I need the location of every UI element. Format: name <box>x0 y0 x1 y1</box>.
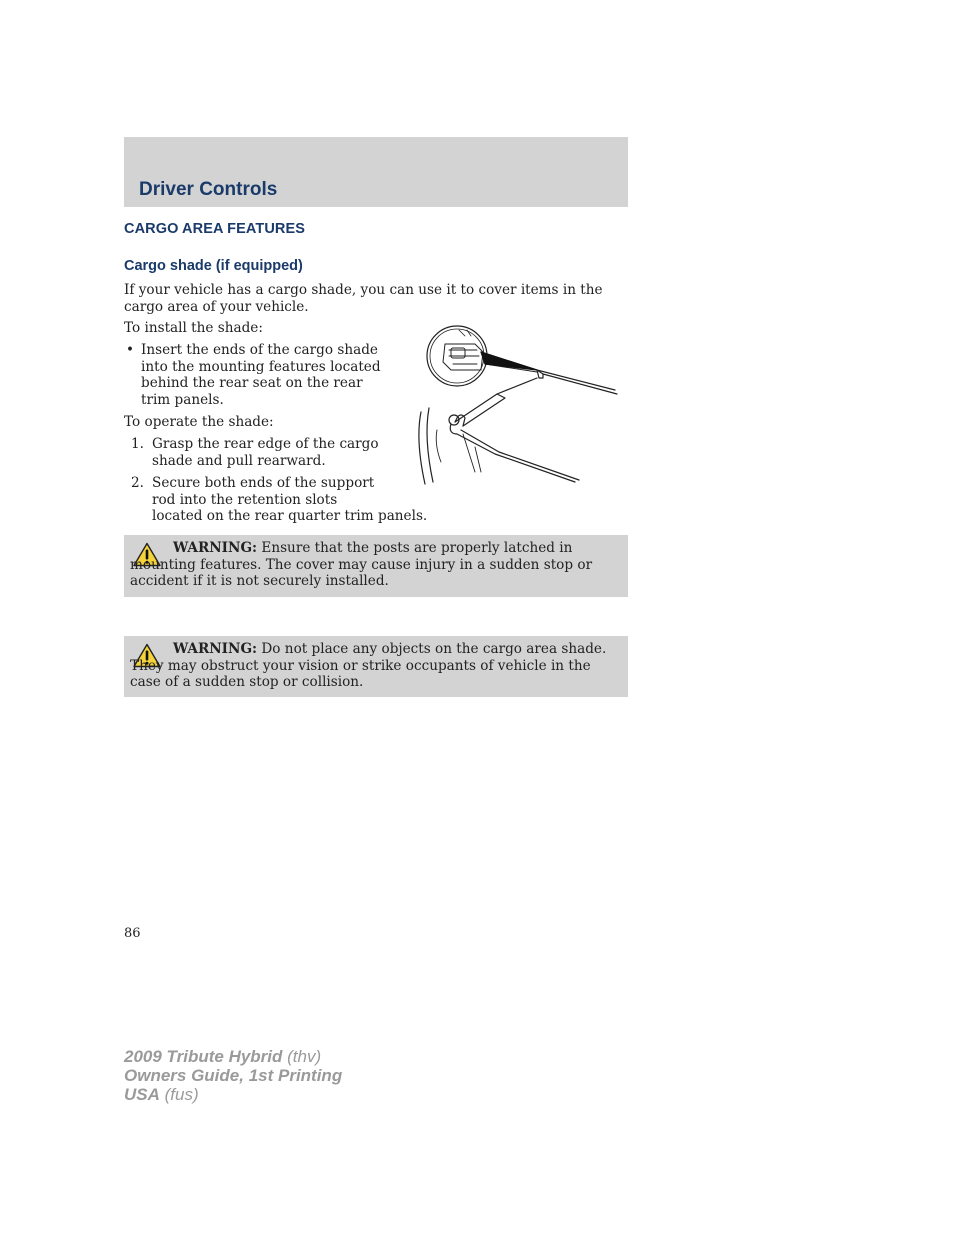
step-text-line: shade and pull rearward. <box>152 452 326 469</box>
operate-label: To operate the shade: <box>124 414 274 430</box>
install-label: To install the shade: <box>124 320 263 336</box>
step-text <box>152 475 427 525</box>
footer-line-3 <box>124 1085 342 1104</box>
footer-edition: Owners Guide, 1st Printing <box>124 1066 343 1085</box>
warning-message: Do not place any objects on the cargo area shade. They may obstruct your vision or strike occupants of vehicle in the case of a sudden stop or collision. <box>130 641 607 690</box>
warning-box <box>124 535 628 597</box>
sub-heading: Cargo shade (if equipped) <box>124 258 303 274</box>
footer-model-code: (thv) <box>287 1047 322 1066</box>
page-number: 86 <box>124 926 141 941</box>
footer-line-2 <box>124 1066 342 1085</box>
step-text <box>152 436 379 469</box>
footer-model: 2009 Tribute Hybrid <box>124 1047 283 1066</box>
document-footer <box>124 1047 342 1104</box>
step-text-line: Grasp the rear edge of the cargo <box>152 436 379 452</box>
warning-label: WARNING: <box>173 641 258 657</box>
bullet-symbol: • <box>126 342 135 358</box>
step-number: 2. <box>131 475 144 491</box>
warning-text <box>130 540 622 590</box>
warning-message: Ensure that the posts are properly latched in mounting features. The cover may cause injury in a sudden stop or accident if it is not securely installed. <box>130 540 593 589</box>
intro-paragraph: If your vehicle has a cargo shade, you can use it to cover items in the cargo area of your vehicle. <box>124 282 603 315</box>
section-header-band <box>124 137 628 207</box>
warning-text <box>130 641 622 691</box>
main-heading: CARGO AREA FEATURES <box>124 221 306 237</box>
install-bullet-text: Insert the ends of the cargo shade into the mounting features located behind the rear seat on the rear trim panels. <box>141 342 381 408</box>
step-text-line: Secure both ends of the support <box>152 475 375 491</box>
footer-market: USA <box>124 1085 160 1104</box>
warning-box <box>124 636 628 697</box>
section-title: Driver Controls <box>139 179 278 200</box>
footer-market-code: (fus) <box>164 1085 199 1104</box>
step-text-line: located on the rear quarter trim panels. <box>152 508 428 524</box>
step-number: 1. <box>131 436 144 452</box>
cargo-shade-illustration <box>415 322 620 487</box>
warning-label: WARNING: <box>173 540 258 556</box>
footer-line-1 <box>124 1047 342 1066</box>
step-text-line: rod into the retention slots <box>152 491 338 508</box>
